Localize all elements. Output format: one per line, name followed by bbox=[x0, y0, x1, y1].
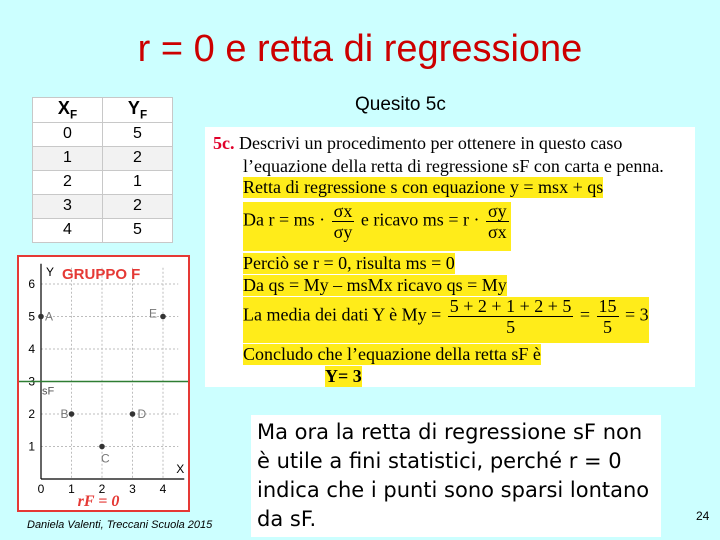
y-tick-label: 2 bbox=[28, 407, 35, 421]
data-point-c bbox=[99, 444, 105, 450]
fraction: $\frac{15}{5}$ bbox=[598, 296, 617, 337]
data-point-e bbox=[160, 314, 166, 320]
solution-line-4: Da qs = My – msMx ricavo qs = My bbox=[243, 275, 507, 295]
column-header-y: $Y_F$ bbox=[103, 98, 173, 123]
x-tick-label: 4 bbox=[159, 482, 167, 496]
y-tick-label: 6 bbox=[28, 277, 35, 291]
table-row: 0 5 bbox=[33, 122, 173, 146]
column-header-x: $X_F$ bbox=[33, 98, 103, 123]
table-row: 4 5 bbox=[33, 218, 173, 242]
data-point-a bbox=[38, 314, 44, 320]
data-point-d bbox=[130, 411, 136, 417]
y-axis-label: Y bbox=[46, 264, 55, 279]
solution-line-7: Y= 3 bbox=[325, 366, 362, 386]
x-axis-label: X bbox=[176, 462, 185, 476]
fraction: $\frac{\sigma x}{\sigma y}$ bbox=[333, 201, 353, 242]
regression-line-label: sF bbox=[42, 385, 55, 398]
solution-line-3: Perciò se r = 0, risulta ms = 0 bbox=[243, 253, 455, 273]
footer-credit: Daniela Valenti, Treccani Scuola 2015 bbox=[27, 519, 213, 531]
x-tick-label: 2 bbox=[98, 482, 106, 496]
solution-panel bbox=[205, 127, 695, 387]
chart-title: GRUPPO F bbox=[62, 265, 141, 283]
question-text-1: 5c. Descrivi un procedimento per ottenere in questo caso bbox=[213, 133, 623, 153]
fraction: $\frac{5 + 2 + 1 + 2 + 5}{5}$ bbox=[449, 296, 572, 337]
data-point-label: E bbox=[148, 306, 157, 321]
data-point-label: B bbox=[60, 407, 69, 421]
table-row: 1 2 bbox=[33, 146, 173, 170]
solution-line-6: Concludo che l’equazione della retta sF è bbox=[243, 344, 541, 364]
data-point-label: D bbox=[137, 407, 147, 421]
y-tick-label: 3 bbox=[28, 374, 35, 389]
question-label: Quesito 5c bbox=[355, 94, 446, 115]
solution-line-1: Retta di regressione s con equazione y = msx + qs bbox=[243, 177, 604, 197]
page-number: 24 bbox=[696, 509, 710, 523]
data-point-b bbox=[69, 411, 75, 417]
comment-box: Ma ora la retta di regressione sF non è utile a fini statistici, perché r = 0 indica che i punti sono sparsi lontano da sF. bbox=[251, 415, 661, 537]
slide-title: r = 0 e retta di regressione bbox=[137, 28, 583, 70]
y-tick-label: 4 bbox=[28, 342, 35, 356]
data-point-label: C bbox=[101, 451, 110, 466]
solution-line-2: Da r = ms · $\frac{\sigma x}{\sigma y}$ e ricavo ms = r · $\frac{\sigma y}{\sigma x}$ bbox=[243, 202, 511, 251]
table-row: 2 1 bbox=[33, 170, 173, 194]
scatter-chart bbox=[17, 255, 190, 512]
data-point-label: A bbox=[45, 309, 54, 324]
correlation-annotation: rF = 0 bbox=[77, 493, 120, 510]
table-row: 3 2 bbox=[33, 194, 173, 218]
table-header bbox=[33, 98, 173, 123]
x-tick-label: 0 bbox=[37, 482, 45, 496]
y-tick-label: 1 bbox=[28, 439, 35, 454]
y-tick-label: 5 bbox=[28, 309, 35, 324]
scatter-plot-svg bbox=[19, 257, 188, 510]
data-table bbox=[32, 97, 173, 243]
question-text-2: l’equazione della retta di regressione sF con carta e penna. bbox=[243, 156, 664, 176]
x-tick-label: 3 bbox=[129, 482, 136, 496]
x-tick-label: 1 bbox=[68, 482, 75, 496]
fraction: $\frac{\sigma y}{\sigma x}$ bbox=[487, 201, 507, 242]
solution-line-5: La media dei dati Y è My = $\frac{5 + 2 + 1 + 2 + 5}{5}$ = $\frac{15}{5}$ = 3 bbox=[243, 297, 649, 343]
